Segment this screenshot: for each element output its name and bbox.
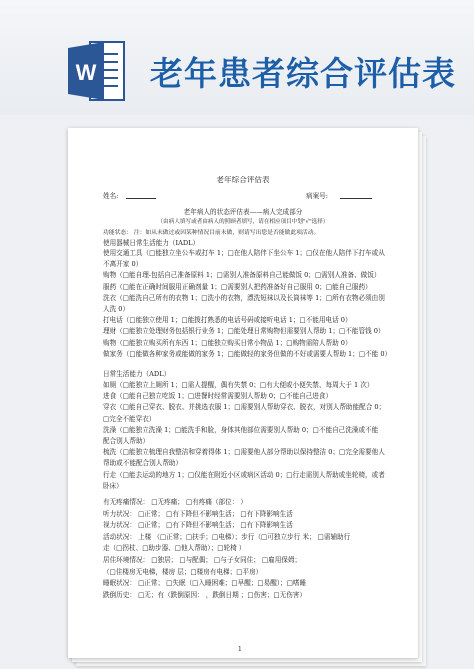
banner <box>0 0 474 115</box>
iadl-line: 不离开家 0） <box>103 260 143 269</box>
word-document-icon <box>68 40 126 102</box>
iadl-line: 打电话（□能独立使用 1；□能拨打熟悉的电话号码或接听电话 1；□不能用电话 0） <box>103 316 352 325</box>
misc-line: 走（□拐杖、□助步器、□他人帮助）；□轮椅 ） <box>103 544 246 553</box>
misc-line: 跌倒历史： □无；有（跌倒原因： ，跌倒日期 ；□伤害；□无伤害） <box>103 590 307 599</box>
functional-status-line: 功能状态： 注：如从未做过或因某种情况目前未做，则请写出您是否能做此项活动。 <box>103 230 320 236</box>
adl-line: □完全不能穿衣） <box>103 414 156 423</box>
banner-title: 老年患者综合评估表 <box>150 54 456 93</box>
adl-line: 卧床） <box>103 481 123 490</box>
adl-line: 梳洗（□能独立梳理自我整洁和穿着得体 1；□需要他人部分帮助以保持整洁 0；□完全需要他人 <box>103 448 385 457</box>
document-content <box>68 128 418 658</box>
adl-line: 帮助或不能配合别人帮助） <box>103 459 183 468</box>
iadl-line: 做家务（□能做各种家务或能做的家务 1；□能做轻的家务但做的不好或需要人帮助 1；□不能 0） <box>103 349 392 358</box>
iadl-title: 使用器械日常生活能力（IADL） <box>103 239 200 247</box>
adl-title: 日常生活能力（ADL） <box>103 370 171 378</box>
iadl-line: 服药（□能在正确时间服用正确剂量 1；□需要别人把药准备好自己服用 0；□能自己服药） <box>103 282 372 291</box>
page-number: 1 <box>238 646 242 653</box>
logo-letter: W <box>75 60 97 85</box>
name-label: 姓名: <box>103 192 119 200</box>
adl-line: 进食（□能自己独立吃饭 1；□进餐时经常需要别人帮助 0；□不能自己进食） <box>103 392 333 401</box>
name-blank <box>126 198 156 199</box>
iadl-line: 使用交通工具（□能独立坐公车或打车 1；□在他人陪伴下坐公车 1；□仅在他人陪伴下打车或从 <box>103 249 385 257</box>
case-number-label: 病案号: <box>306 192 329 200</box>
misc-line: 听力状况： □正常； □有下降但不影响生活； □有下降影响生活 <box>103 509 293 518</box>
document-title: 老年综合评估表 <box>216 176 270 184</box>
adl-line: 洗澡（□能独立洗澡 1；□能洗手和脸，身体其他部位需要别人帮助 0；□不能自己洗澡或不能 <box>103 425 379 434</box>
misc-line: 睡眠状况： □正常； □失眠（□入睡困难；□早醒；□易醒）；□嗜睡 <box>103 579 307 588</box>
case-number-blank <box>340 198 372 199</box>
iadl-line: 理财（□能独立处理财务包括银行业务 1；□能处理日常购物但需要别人帮助 1；□不能管钱 0） <box>103 327 385 336</box>
iadl-line: 洗衣（□能洗自己所有的衣物 1；□洗小的衣物，漂洗短袜以及长筒袜等 1；□所有衣物必须由别 <box>103 293 385 302</box>
adl-line: 如厕（□能独立上厕所 1；□需人提醒，偶有失禁 0；□有大便或小便失禁、每周大于 1 次） <box>103 381 374 389</box>
misc-line: 视力状况： □正常； □有下降但不影响生活； □有下降影响生活 <box>103 521 293 530</box>
iadl-line: 购物（□能自理-包括自己准备原料 1；□需别人准备原料自己能做饭 0；□需别人准备、做饭） <box>103 271 381 280</box>
adl-line: 行走（□能去运动的地方 1；□仅能在附近小区或病区活动 0；□行走需别人帮助或坐轮椅，或者 <box>103 470 385 479</box>
iadl-line: 人洗 0） <box>103 305 130 313</box>
adl-line: 穿衣（□能自己穿衣、脱衣、并挑选衣服 1；□需要别人帮助穿衣、脱衣，对别人帮助能配合 0； <box>103 403 386 412</box>
adl-line: 配合别人帮助） <box>103 437 150 445</box>
misc-line: 有无疼痛情况： □无疼痛； □有疼痛（部位： ） <box>103 498 248 506</box>
misc-line: 活动状况： 上楼 （□正常；□扶手；□电梯）；步行（□可独立步行 米； □需辅助行 <box>103 532 351 541</box>
misc-line: （□住楼房无电梯，楼房 层；□楼房有电梯；□平房） <box>103 567 263 576</box>
document-page <box>68 128 418 658</box>
section1-title: 老年病人的状态评估表——病人完成部分 <box>183 208 303 216</box>
section1-note: （由病人填写或者由病人的照顾者填写，请在相应项目中划"√"选择） <box>157 219 329 225</box>
iadl-line: 购物（□能独立购买所有东西 1；□能独立购买日常小物品 1；□购物需陪人帮助 0） <box>103 338 352 347</box>
misc-line: 居住环境情况： □独居； □与配偶； □与子女同住； □雇用保姆； <box>103 556 302 564</box>
